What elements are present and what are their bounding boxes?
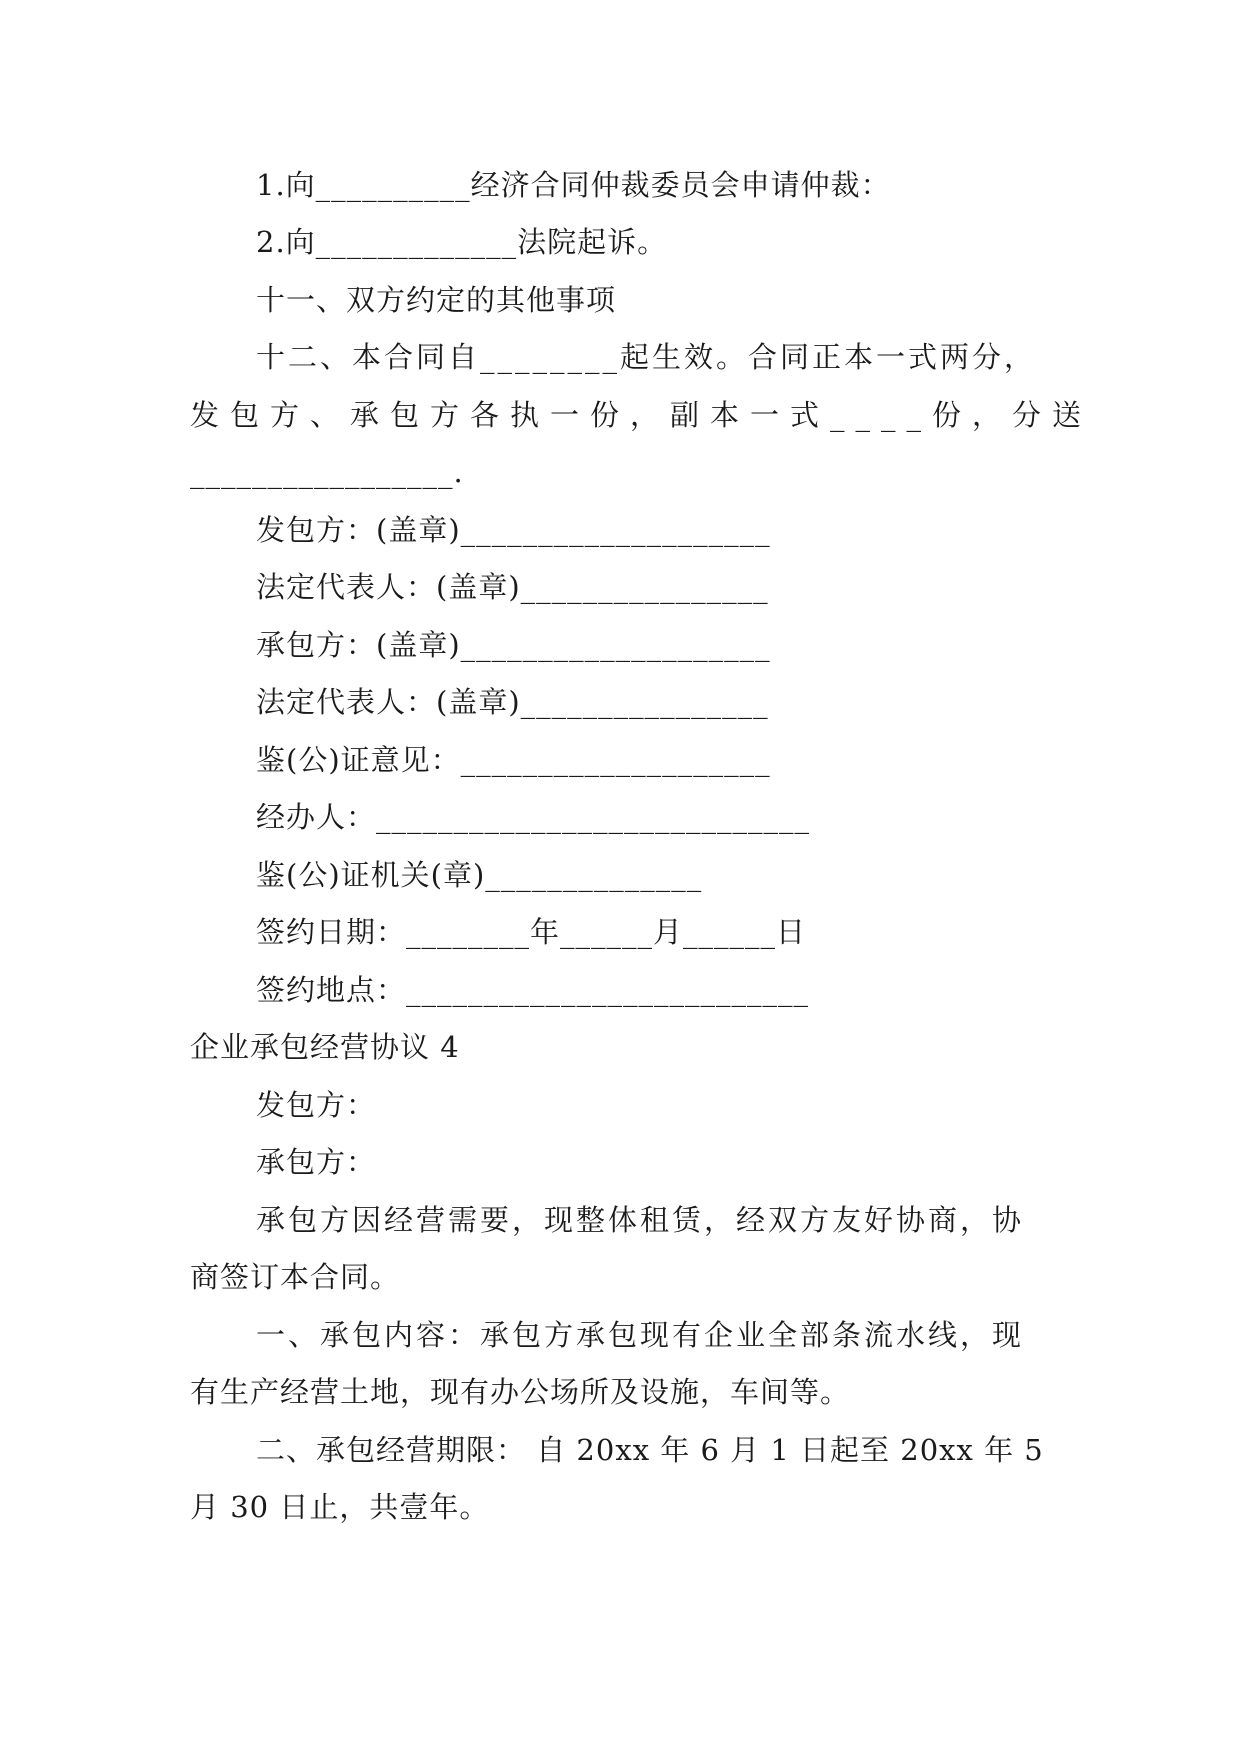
intro-paragraph-line2: 商签订本合同。 bbox=[190, 1260, 401, 1294]
clause-12-line1: 十二、本合同自________起生效。合同正本一式两分， bbox=[256, 340, 1037, 374]
arbitration-option: 1.向__________经济合同仲裁委员会申请仲裁： bbox=[256, 168, 891, 202]
clause-1-line2: 有生产经营土地，现有办公场所及设施，车间等。 bbox=[190, 1375, 851, 1409]
clause-2-line1: 二、承包经营期限： 自 20xx 年 6 月 1 日起至 20xx 年 5 bbox=[256, 1433, 1044, 1467]
contractor-representative-field: 法定代表人：(盖章)________________ bbox=[256, 685, 769, 719]
clause-11-heading: 十一、双方约定的其他事项 bbox=[256, 283, 617, 317]
clause-2-line2: 月 30 日止，共壹年。 bbox=[190, 1490, 490, 1524]
section-title: 企业承包经营协议 4 bbox=[190, 1030, 460, 1064]
clause-12-line3: _________________. bbox=[190, 455, 464, 489]
employer-signature-field: 发包方：(盖章)____________________ bbox=[256, 513, 771, 547]
notary-opinion-field: 鉴(公)证意见：____________________ bbox=[256, 743, 771, 777]
employer-label: 发包方： bbox=[256, 1088, 377, 1122]
court-option: 2.向_____________法院起诉。 bbox=[256, 225, 668, 259]
contractor-label: 承包方： bbox=[256, 1145, 377, 1179]
contractor-signature-field: 承包方：(盖章)____________________ bbox=[256, 628, 771, 662]
intro-paragraph-line1: 承包方因经营需要，现整体租赁，经双方友好协商，协 bbox=[256, 1203, 1025, 1237]
signing-date-field: 签约日期：________年______月______日 bbox=[256, 915, 807, 949]
signing-place-field: 签约地点：__________________________ bbox=[256, 973, 810, 1007]
clause-12-line2: 发包方、承包方各执一份，副本一式____份，分送 bbox=[190, 398, 1093, 432]
notary-authority-field: 鉴(公)证机关(章)______________ bbox=[256, 858, 703, 892]
handler-field: 经办人：____________________________ bbox=[256, 800, 811, 834]
clause-1-line1: 一、承包内容：承包方承包现有企业全部条流水线，现 bbox=[256, 1318, 1025, 1352]
employer-representative-field: 法定代表人：(盖章)________________ bbox=[256, 570, 769, 604]
